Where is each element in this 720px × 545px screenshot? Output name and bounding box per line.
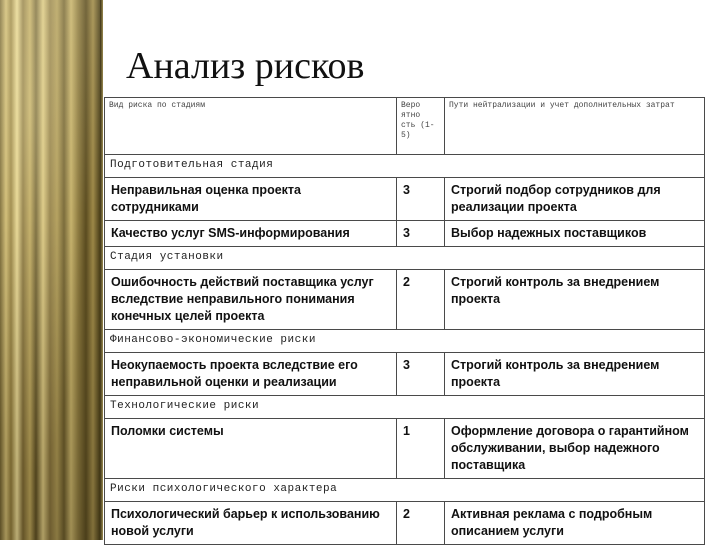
header-probability-line: Веро: [401, 101, 421, 110]
stage-label: Финансово-экономические риски: [105, 330, 705, 353]
stage-label: Технологические риски: [105, 396, 705, 419]
mitigation-cell: Активная реклама с подробным описанием услуги: [445, 502, 705, 545]
stage-label: Риски психологического характера: [105, 479, 705, 502]
header-probability-line: ятно: [401, 111, 421, 120]
probability-cell: 2: [397, 502, 445, 545]
decorative-side-bar: [0, 0, 100, 540]
table-header-row: [105, 98, 705, 155]
mitigation-cell: Строгий подбор сотрудников для реализации проекта: [445, 178, 705, 221]
probability-cell: 2: [397, 270, 445, 330]
risk-cell: Психологический барьер к использованию новой услуги: [105, 502, 397, 545]
stage-row: [105, 247, 705, 270]
table-row: [105, 353, 705, 396]
risk-table: [104, 97, 705, 545]
mitigation-cell: Строгий контроль за внедрением проекта: [445, 353, 705, 396]
probability-cell: 3: [397, 353, 445, 396]
table-row: [105, 221, 705, 247]
risk-cell: Качество услуг SMS-информирования: [105, 221, 397, 247]
mitigation-cell: Выбор надежных поставщиков: [445, 221, 705, 247]
risk-table-body: [105, 98, 705, 545]
probability-cell: 3: [397, 221, 445, 247]
table-row: [105, 270, 705, 330]
table-row: [105, 502, 705, 545]
page-title: Анализ рисков: [126, 45, 365, 87]
header-probability: [397, 98, 445, 155]
risk-cell: Поломки системы: [105, 419, 397, 479]
side-bar-edge: [100, 0, 103, 540]
risk-cell: Неправильная оценка проекта сотрудниками: [105, 178, 397, 221]
risk-cell: Ошибочность действий поставщика услуг вследствие неправильного понимания конечных целей проекта: [105, 270, 397, 330]
mitigation-cell: Оформление договора о гарантийном обслуживании, выбор надежного поставщика: [445, 419, 705, 479]
stage-row: [105, 396, 705, 419]
header-probability-line: сть (1-: [401, 121, 435, 130]
header-risk-type: Вид риска по стадиям: [105, 98, 397, 155]
header-probability-line: 5): [401, 131, 411, 140]
stage-label: Стадия установки: [105, 247, 705, 270]
stage-row: [105, 330, 705, 353]
stage-row: [105, 155, 705, 178]
stage-row: [105, 479, 705, 502]
table-row: [105, 178, 705, 221]
probability-cell: 1: [397, 419, 445, 479]
header-mitigation: Пути нейтрализации и учет дополнительных затрат: [445, 98, 705, 155]
table-row: [105, 419, 705, 479]
mitigation-cell: Строгий контроль за внедрением проекта: [445, 270, 705, 330]
probability-cell: 3: [397, 178, 445, 221]
stage-label: Подготовительная стадия: [105, 155, 705, 178]
risk-cell: Неокупаемость проекта вследствие его неправильной оценки и реализации: [105, 353, 397, 396]
